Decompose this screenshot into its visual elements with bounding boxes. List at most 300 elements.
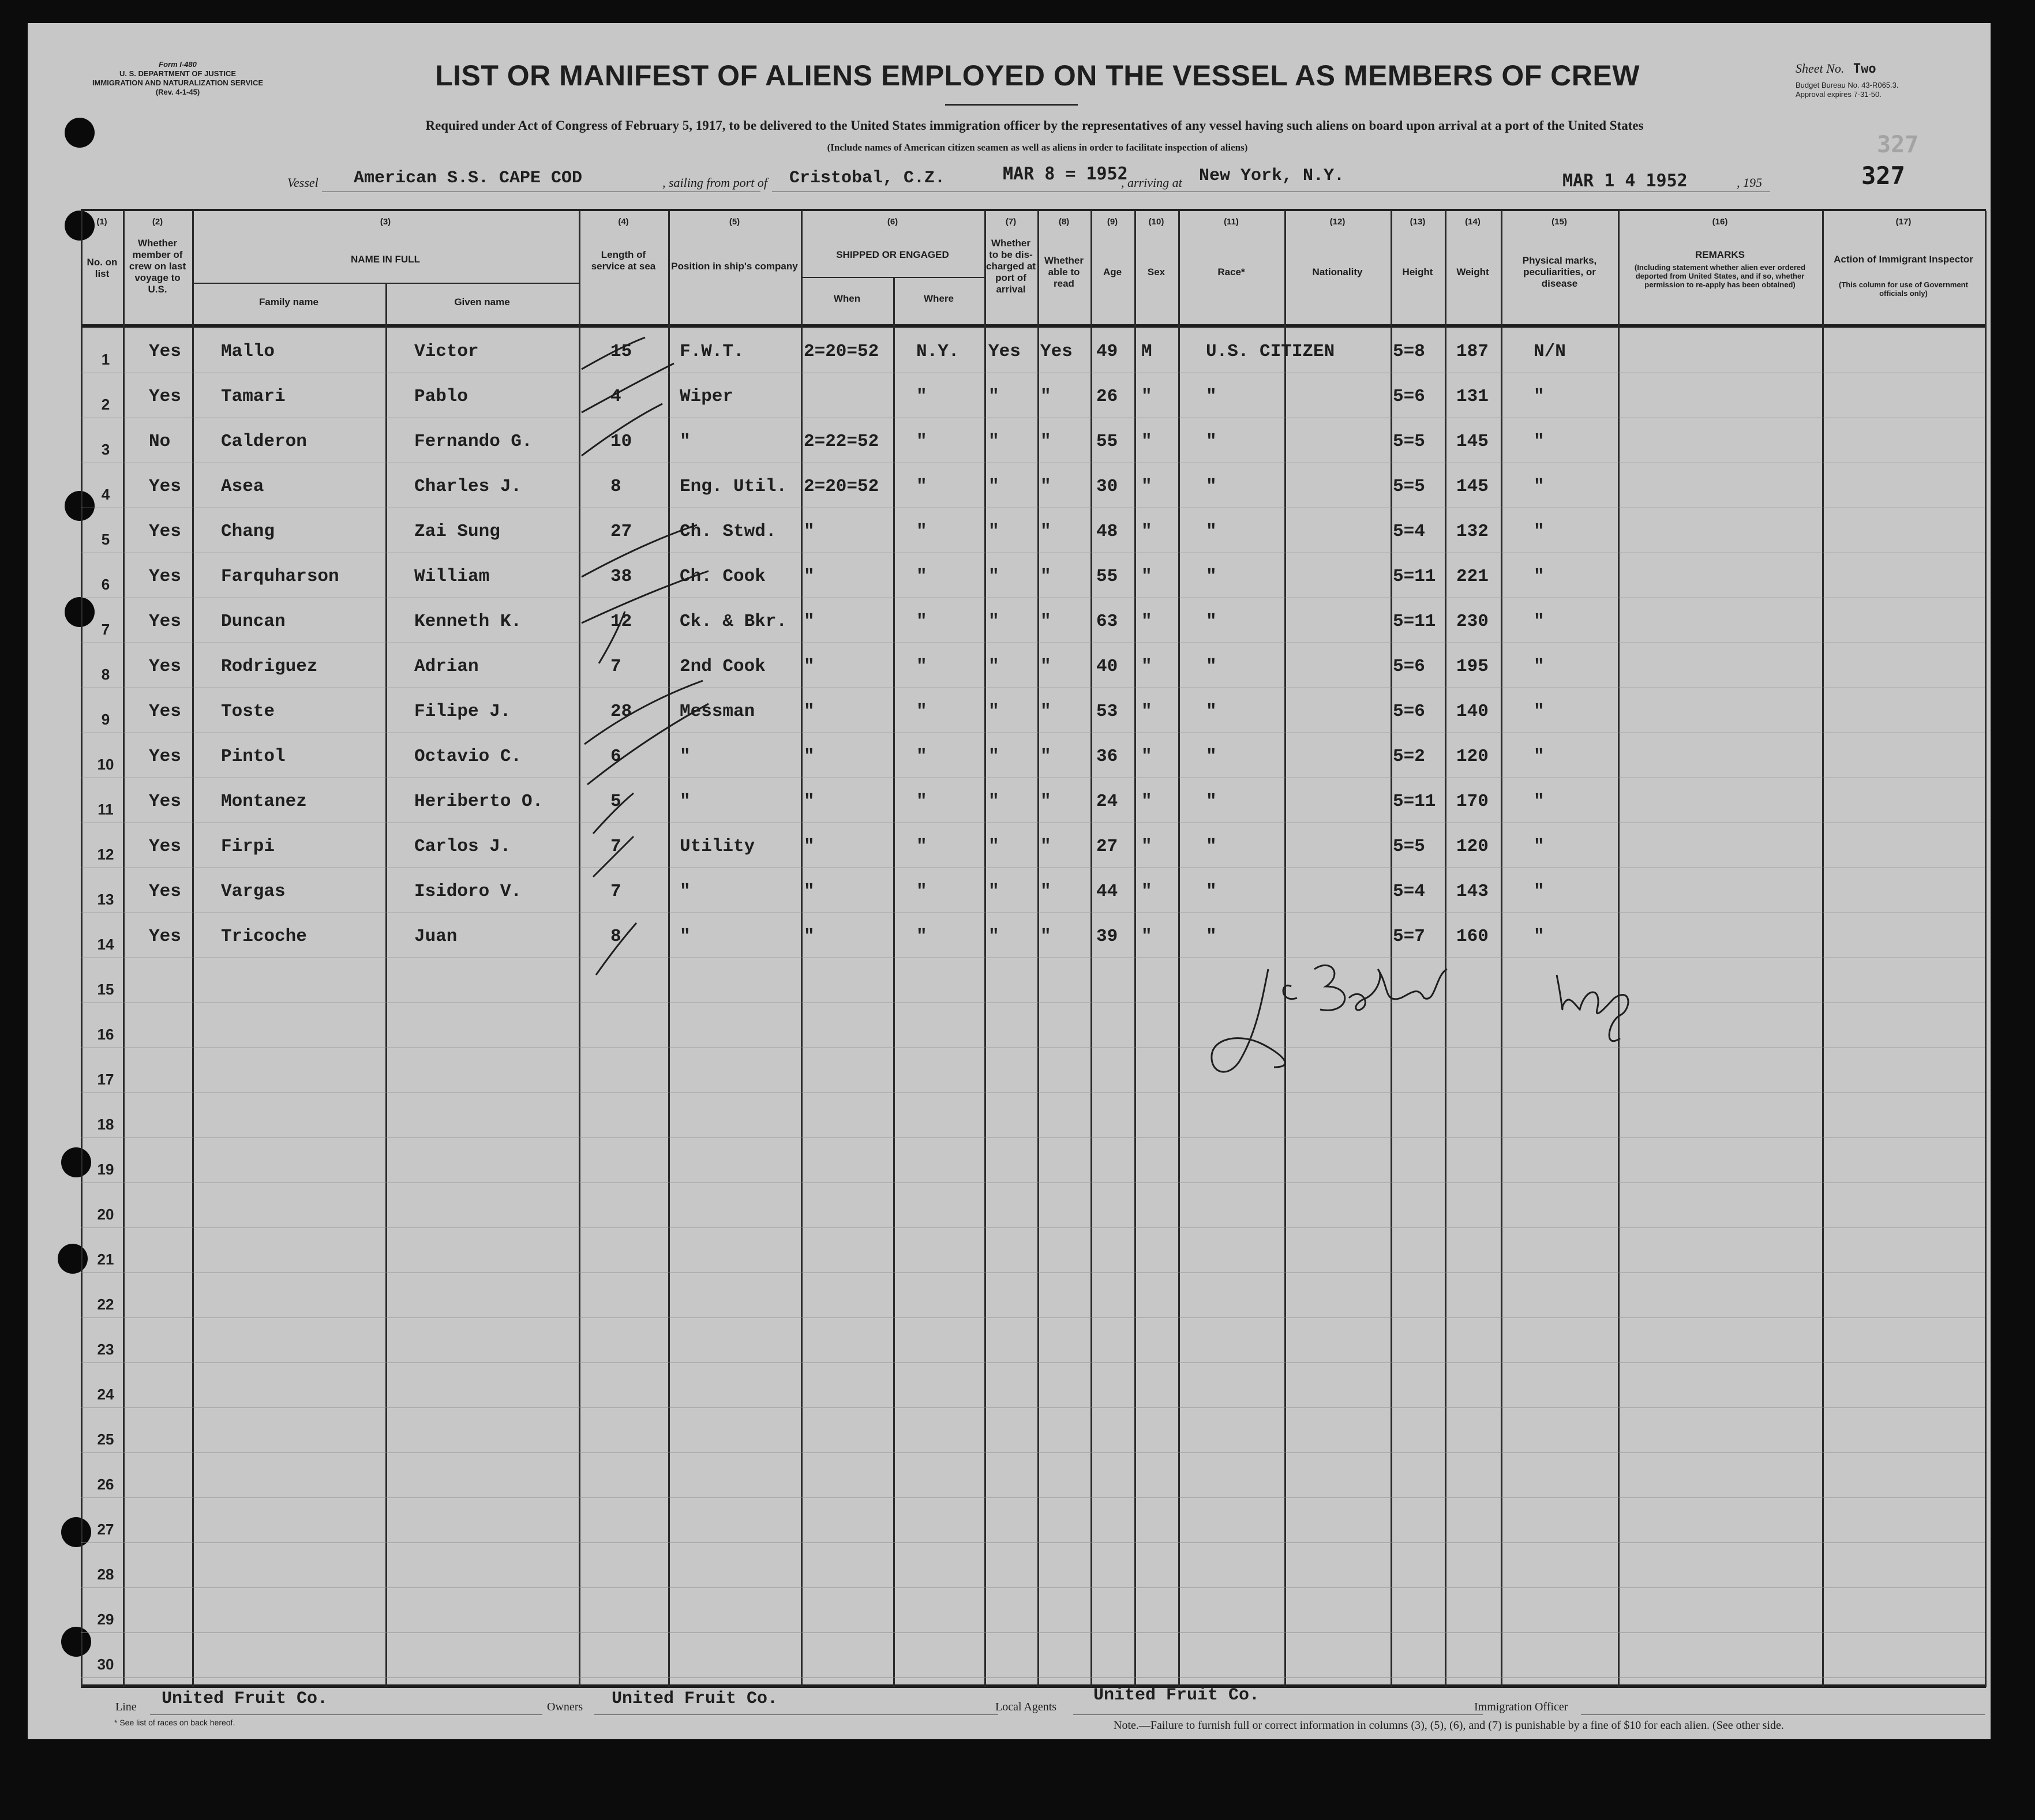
column-number: (4) [618,217,629,227]
vessel-name: American S.S. CAPE COD [354,168,583,188]
shipped-when-cell: " [804,521,815,542]
family-name-cell: Rodriguez [221,656,318,677]
family-name-cell: Chang [221,521,275,542]
column-number: (1) [96,217,107,227]
shipped-where-cell: " [916,611,927,632]
last-voyage-cell: Yes [149,611,181,632]
given-name-cell: Adrian [414,656,479,677]
sex-cell: " [1141,611,1152,632]
discharged-cell: " [988,881,999,902]
weight-cell: 170 [1456,791,1489,812]
race-cell: " [1206,656,1217,677]
sheet-value: Two [1853,62,1876,76]
tally-slash [582,404,662,456]
height-cell: 5=11 [1393,611,1436,632]
race-cell: " [1206,431,1217,452]
header-discharged: Whether to be dis-charged at port of arrival [986,238,1036,295]
age-cell: 44 [1096,881,1118,902]
family-name-cell: Vargas [221,881,286,902]
weight-cell: 145 [1456,476,1489,497]
able-to-read-cell: " [1040,611,1051,632]
row-number: 1 [101,351,110,368]
physical-marks-cell: " [1534,791,1545,812]
year-suffix: , 195 [1737,175,1762,190]
race-cell: " [1206,836,1217,857]
race-cell: " [1206,611,1217,632]
sailing-date-stamp: MAR 8 = 1952 [1003,164,1128,184]
family-name-cell: Tamari [221,386,286,407]
family-name-cell: Montanez [221,791,307,812]
shipped-where-cell: " [916,746,927,767]
position-cell: Eng. Util. [680,476,788,497]
tally-slash [582,337,645,369]
given-name-cell: Pablo [414,386,469,407]
form-identifier [74,60,282,97]
column-number: (17) [1895,217,1912,227]
local-agents-value: United Fruit Co. [1093,1686,1260,1705]
given-name-cell: Heriberto O. [414,791,544,812]
age-cell: 27 [1096,836,1118,857]
physical-marks-cell: " [1534,431,1545,452]
tally-slash [584,681,703,744]
sailing-port: Cristobal, C.Z. [789,168,946,188]
shipped-when-cell: " [804,926,815,947]
column-number: (16) [1712,217,1728,227]
column-divider [1037,211,1039,1687]
shipped-where-cell: " [916,566,927,587]
service-length-cell: 7 [610,881,621,902]
race-cell: " [1206,521,1217,542]
row-number: 25 [97,1431,114,1448]
weight-cell: 160 [1456,926,1489,947]
row-number: 12 [97,846,114,863]
family-name-cell: Tricoche [221,926,307,947]
given-name-cell: Zai Sung [414,521,500,542]
row-number: 3 [101,441,110,458]
row-number: 15 [97,981,114,998]
last-voyage-cell: Yes [149,836,181,857]
position-cell: Ch. Stwd. [680,521,777,542]
shipped-where-cell: " [916,386,927,407]
manifest-document [28,23,1991,1739]
height-cell: 5=5 [1393,431,1425,452]
shipped-where-cell: " [916,431,927,452]
sailing-label: , sailing from port of [662,175,767,190]
form-number: Form I-480 [159,60,197,69]
given-name-cell: Charles J. [414,476,522,497]
column-number: (11) [1224,217,1239,227]
header-physical-marks: Physical marks, peculiarities, or disease [1522,255,1597,289]
header-sex: Sex [1147,267,1165,277]
shipped-when-cell: 2=20=52 [804,342,879,362]
row-number: 21 [97,1251,114,1268]
position-cell: Wiper [680,386,734,407]
position-cell: Utility [680,836,755,857]
title-underline [945,104,1078,106]
able-to-read-cell: " [1040,521,1051,542]
weight-cell: 145 [1456,431,1489,452]
column-number: (5) [729,217,740,227]
sheet-number [1796,61,1969,76]
service-length-cell: 8 [610,476,621,497]
discharged-cell: " [988,386,999,407]
race-cell: " [1206,791,1217,812]
age-cell: 49 [1096,342,1118,362]
row-number: 22 [97,1296,114,1313]
height-cell: 5=6 [1393,386,1425,407]
underline [1581,1714,1985,1715]
arrival-port: New York, N.Y. [1199,166,1345,186]
age-cell: 48 [1096,521,1118,542]
position-cell: " [680,926,691,947]
last-voyage-cell: Yes [149,386,181,407]
row-number: 18 [97,1116,114,1133]
discharged-cell: " [988,566,999,587]
table-top-border [81,209,1986,211]
last-voyage-cell: Yes [149,926,181,947]
sex-cell: " [1141,431,1152,452]
shipped-where-cell: " [916,656,927,677]
sheet-label: Sheet No. [1796,61,1845,76]
given-name-cell: Victor [414,342,479,362]
row-number: 30 [97,1656,114,1673]
physical-marks-cell: N/N [1534,342,1566,362]
able-to-read-cell: " [1040,431,1051,452]
column-divider [1178,211,1180,1687]
age-cell: 24 [1096,791,1118,812]
tally-slash [587,704,709,785]
row-number: 17 [97,1071,114,1088]
row-number: 9 [101,711,110,728]
discharged-cell: " [988,431,999,452]
sex-cell: " [1141,791,1152,812]
discharged-cell: " [988,836,999,857]
sex-cell: " [1141,521,1152,542]
discharged-cell: " [988,746,999,767]
given-name-cell: William [414,566,490,587]
sex-cell: " [1141,476,1152,497]
header-age: Age [1103,267,1122,277]
shipped-where-cell: " [916,791,927,812]
column-number: (2) [152,217,163,227]
service-name: IMMIGRATION AND NATURALIZATION SERVICE [92,78,264,87]
column-divider [1501,211,1502,1687]
sex-cell: " [1141,566,1152,587]
service-length-cell: 7 [610,836,621,857]
row-number: 28 [97,1566,114,1583]
age-cell: 53 [1096,701,1118,722]
family-name-cell: Duncan [221,611,286,632]
weight-cell: 140 [1456,701,1489,722]
able-to-read-cell: " [1040,701,1051,722]
able-to-read-cell: " [1040,566,1051,587]
discharged-cell: " [988,476,999,497]
discharged-cell: " [988,926,999,947]
column-divider [1284,211,1286,1687]
physical-marks-cell: " [1534,926,1545,947]
column-divider [1134,211,1136,1687]
shipped-where-cell: " [916,881,927,902]
shipped-where-cell: " [916,701,927,722]
name-header-divider [192,283,580,284]
header-bottom-border [81,324,1986,328]
able-to-read-cell: " [1040,746,1051,767]
header-nationality: Nationality [1312,267,1363,277]
last-voyage-cell: Yes [149,521,181,542]
able-to-read-cell: " [1040,881,1051,902]
row-number: 5 [101,531,110,548]
row-number: 4 [101,486,110,503]
last-voyage-cell: Yes [149,746,181,767]
able-to-read-cell: " [1040,926,1051,947]
row-number: 6 [101,576,110,593]
last-voyage-cell: Yes [149,791,181,812]
weight-cell: 120 [1456,746,1489,767]
column-divider [1618,211,1620,1687]
row-number: 13 [97,891,114,908]
row-number: 20 [97,1206,114,1223]
service-length-cell: 10 [610,431,632,452]
column-number: (7) [1005,217,1017,227]
shipped-where-cell: " [916,836,927,857]
header-remarks-sub: (Including statement whether alien ever ordered deported from United States, and if so, whether permission to re-apply has been obtained) [1634,263,1806,289]
local-agents-label: Local Agents [995,1701,1057,1713]
shipped-where-cell: " [916,521,927,542]
sex-cell: " [1141,386,1152,407]
height-cell: 5=4 [1393,521,1425,542]
header-last-voyage: Whether member of crew on last voyage to U.S. [129,238,186,295]
last-voyage-cell: Yes [149,656,181,677]
given-name-cell: Octavio C. [414,746,522,767]
column-number: (10) [1148,217,1164,227]
tally-slash [582,571,709,623]
page-number: 327 [1861,162,1905,190]
discharged-cell: Yes [988,342,1021,362]
height-cell: 5=4 [1393,881,1425,902]
physical-marks-cell: " [1534,476,1545,497]
last-voyage-cell: Yes [149,881,181,902]
age-cell: 55 [1096,566,1118,587]
service-length-cell: 28 [610,701,632,722]
family-name-cell: Mallo [221,342,275,362]
column-divider [893,277,895,1687]
row-number: 14 [97,936,114,953]
age-cell: 36 [1096,746,1118,767]
race-cell: " [1206,566,1217,587]
header-able-to-read: Whether able to read [1044,255,1084,289]
header-name-in-full: NAME IN FULL [351,254,420,265]
physical-marks-cell: " [1534,656,1545,677]
service-length-cell: 4 [610,386,621,407]
line-label: Line [115,1701,137,1713]
discharged-cell: " [988,701,999,722]
immigration-officer-label: Immigration Officer [1474,1701,1568,1713]
race-cell: " [1206,746,1217,767]
last-voyage-cell: Yes [149,701,181,722]
height-cell: 5=6 [1393,701,1425,722]
header-when: When [833,293,861,304]
given-name-cell: Filipe J. [414,701,511,722]
punch-hole [61,1627,91,1657]
column-divider [801,211,803,1687]
physical-marks-cell: " [1534,566,1545,587]
vessel-line [287,164,1793,194]
family-name-cell: Pintol [221,746,286,767]
weight-cell: 132 [1456,521,1489,542]
header-position: Position in ship's company [671,261,798,272]
able-to-read-cell: " [1040,386,1051,407]
able-to-read-cell: " [1040,836,1051,857]
sex-cell: " [1141,836,1152,857]
underline [150,1714,542,1715]
service-length-cell: 15 [610,342,632,362]
header-family-name: Family name [259,297,318,307]
shipped-when-cell: " [804,791,815,812]
shipped-when-cell: " [804,611,815,632]
table-bottom-border [81,1684,1986,1688]
shipped-when-cell: " [804,746,815,767]
family-name-cell: Toste [221,701,275,722]
weight-cell: 131 [1456,386,1489,407]
header-race: Race* [1217,267,1245,277]
punch-hole [65,118,95,148]
service-length-cell: 6 [610,746,621,767]
column-divider [1391,211,1392,1687]
owners-label: Owners [547,1701,583,1713]
shipped-where-cell: " [916,926,927,947]
tally-slash [599,611,625,663]
owners-value: United Fruit Co. [612,1689,778,1709]
able-to-read-cell: " [1040,656,1051,677]
able-to-read-cell: Yes [1040,342,1073,362]
revision-date: (Rev. 4-1-45) [155,88,200,96]
header-weight: Weight [1456,267,1489,277]
discharged-cell: " [988,611,999,632]
vessel-label: Vessel [287,175,318,190]
sex-cell: M [1141,342,1152,362]
row-number: 2 [101,396,110,413]
race-cell: " [1206,881,1217,902]
column-number: (9) [1107,217,1118,227]
column-number: (8) [1058,217,1070,227]
height-cell: 5=11 [1393,566,1436,587]
family-name-cell: Firpi [221,836,275,857]
shipped-when-cell: 2=22=52 [804,431,879,452]
service-length-cell: 7 [610,656,621,677]
age-cell: 63 [1096,611,1118,632]
row-number: 8 [101,666,110,683]
penalty-note: Note.—Failure to furnish full or correct information in columns (3), (5), (6), and (7) is punishable by a fine of $10 for each alien. (See other side. [1114,1719,1784,1732]
race-cell: " [1206,926,1217,947]
approval-expires: Approval expires 7-31-50. [1796,90,1882,99]
height-cell: 5=5 [1393,836,1425,857]
row-number: 19 [97,1161,114,1178]
discharged-cell: " [988,521,999,542]
row-number: 27 [97,1521,114,1538]
row-number: 29 [97,1611,114,1628]
physical-marks-cell: " [1534,386,1545,407]
family-name-cell: Asea [221,476,264,497]
discharged-cell: " [988,656,999,677]
position-cell: F.W.T. [680,342,744,362]
physical-marks-cell: " [1534,611,1545,632]
family-name-cell: Calderon [221,431,307,452]
race-cell: " [1206,701,1217,722]
department-name: U. S. DEPARTMENT OF JUSTICE [119,69,236,78]
column-divider [1985,211,1987,1687]
row-number: 10 [97,756,114,773]
column-divider [385,283,387,1687]
height-cell: 5=2 [1393,746,1425,767]
inspector-signature [1205,952,1678,1096]
shipped-where-cell: " [916,476,927,497]
weight-cell: 187 [1456,342,1489,362]
header-no-on-list: No. on list [87,257,118,279]
height-cell: 5=5 [1393,476,1425,497]
row-number: 7 [101,621,110,638]
able-to-read-cell: " [1040,476,1051,497]
service-length-cell: 12 [610,611,632,632]
position-cell: " [680,791,691,812]
header-shipped-engaged: SHIPPED OR ENGAGED [836,249,949,260]
header-where: Where [924,293,954,304]
age-cell: 39 [1096,926,1118,947]
shipped-when-cell: " [804,656,815,677]
column-number: (14) [1465,217,1481,227]
document-subtitle: Required under Act of Congress of February 5, 1917, to be delivered to the United States immigration officer by the representatives of any vessel having such aliens on board upon arrival at a port of the United States [425,118,1644,133]
height-cell: 5=11 [1393,791,1436,812]
races-note: * See list of races on back hereof. [114,1718,235,1727]
header-inspector-action: Action of Immigrant Inspector [1834,254,1973,265]
age-cell: 30 [1096,476,1118,497]
header-given-name: Given name [454,297,510,307]
weight-cell: 143 [1456,881,1489,902]
column-divider [1445,211,1446,1687]
height-cell: 5=8 [1393,342,1425,362]
column-divider [984,211,986,1687]
arriving-label: , arriving at [1121,175,1182,190]
column-divider [1090,211,1092,1687]
given-name-cell: Fernando G. [414,431,533,452]
last-voyage-cell: Yes [149,566,181,587]
column-number: (3) [380,217,391,227]
row-number: 24 [97,1386,114,1403]
service-length-cell: 27 [610,521,632,542]
weight-cell: 120 [1456,836,1489,857]
given-name-cell: Isidoro V. [414,881,522,902]
last-voyage-cell: No [149,431,171,452]
header-inspector-sub: (This column for use of Government officials only) [1839,280,1968,298]
shipped-header-divider [801,277,985,278]
family-name-cell: Farquharson [221,566,339,587]
column-number: (13) [1410,217,1426,227]
weight-cell: 230 [1456,611,1489,632]
height-cell: 5=7 [1393,926,1425,947]
last-voyage-cell: Yes [149,476,181,497]
able-to-read-cell: " [1040,791,1051,812]
row-number: 23 [97,1341,114,1358]
row-number: 16 [97,1026,114,1043]
weight-cell: 195 [1456,656,1489,677]
tally-slash [593,836,634,877]
last-voyage-cell: Yes [149,342,181,362]
service-column-slashes [570,335,720,986]
tally-slash [596,923,636,975]
sex-cell: " [1141,746,1152,767]
row-number: 26 [97,1476,114,1493]
tally-slash [593,793,634,834]
sex-cell: " [1141,656,1152,677]
